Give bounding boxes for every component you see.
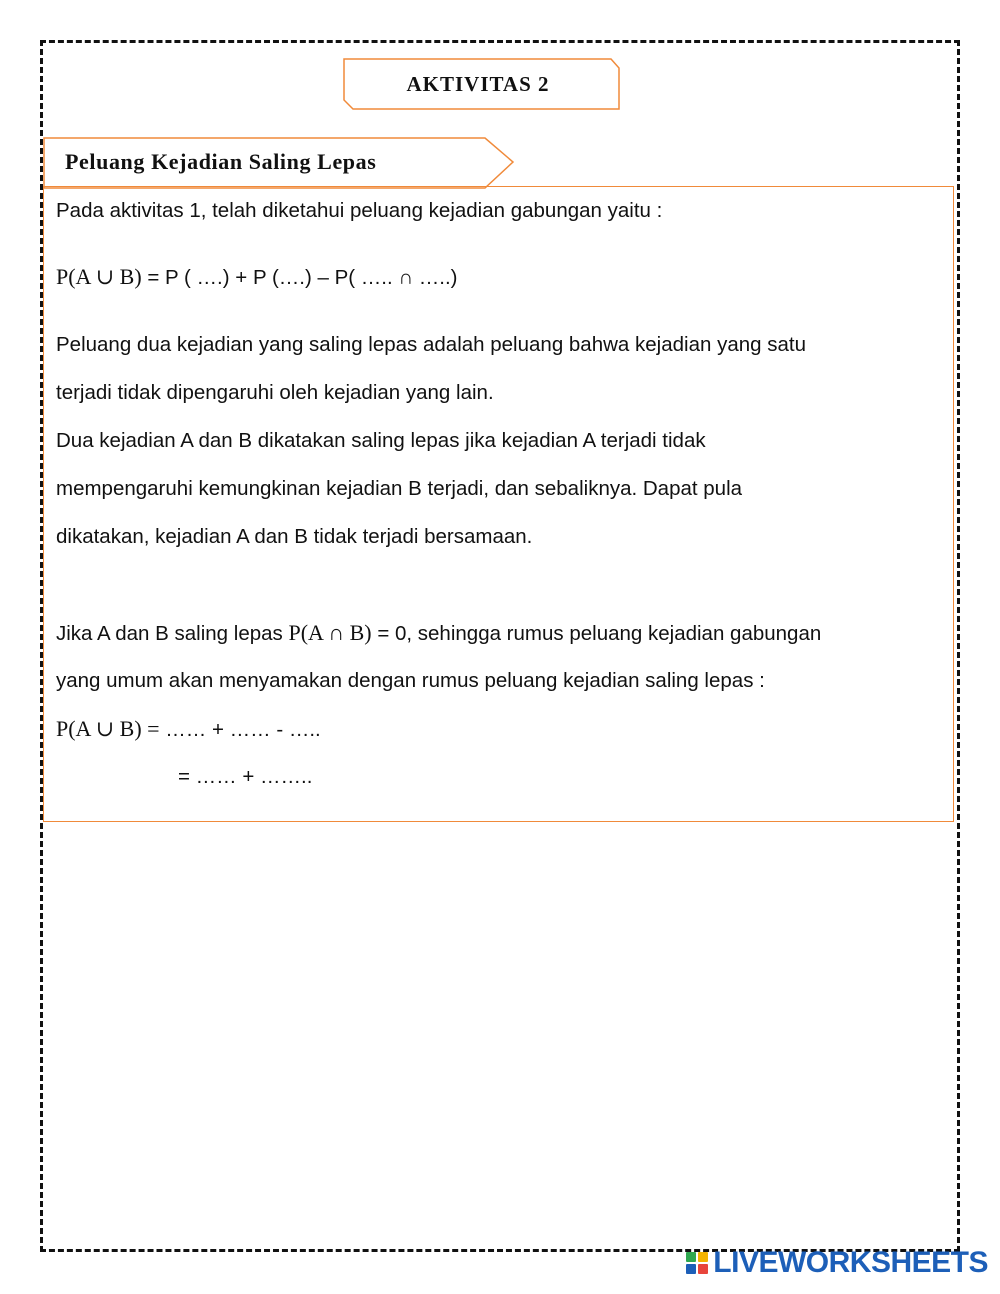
paragraph-2-line-3: dikatakan, kejadian A dan B tidak terjadi bersamaan.: [56, 525, 533, 548]
activity-title: AKTIVITAS 2: [406, 71, 550, 96]
paragraph-2-line-1: Dua kejadian A dan B dikatakan saling lepas jika kejadian A terjadi tidak: [56, 429, 706, 452]
watermark-text: LIVEWORKSHEETS: [713, 1246, 988, 1279]
paragraph-3-suffix: = 0, sehingga rumus peluang kejadian gabungan: [371, 622, 822, 645]
intro-text: Pada aktivitas 1, telah diketahui peluang kejadian gabungan yaitu :: [56, 199, 663, 222]
paragraph-2-line-2: mempengaruhi kemungkinan kejadian B terjadi, dan sebaliknya. Dapat pula: [56, 477, 743, 500]
paragraph-3-prefix: Jika A dan B saling lepas: [56, 622, 289, 645]
formula-union-general-rhs: = P ( ….) + P (….) – P( ….. ∩ …..): [141, 266, 458, 289]
formula-union-general-lhs: P(A ∪ B): [56, 264, 142, 289]
section-tab: [43, 137, 517, 189]
formula-union-mutually-exclusive: [56, 716, 321, 743]
liveworksheets-logo-icon: [686, 1252, 708, 1274]
formula-union-me-rhs: …… + …… - …..: [159, 718, 321, 741]
formula-union-me-lhs: P(A ∪ B) =: [56, 716, 160, 741]
paragraph-1-line-1: Peluang dua kejadian yang saling lepas adalah peluang bahwa kejadian yang satu: [56, 333, 806, 356]
paragraph-1-line-2: terjadi tidak dipengaruhi oleh kejadian yang lain.: [56, 381, 494, 404]
liveworksheets-watermark: [686, 1246, 988, 1280]
formula-intersection: P(A ∩ B): [288, 620, 372, 645]
paragraph-3-line-2: yang umum akan menyamakan dengan rumus peluang kejadian saling lepas :: [56, 669, 765, 692]
section-title: Peluang Kejadian Saling Lepas: [65, 149, 377, 174]
formula-union-me-result: = …… + ……..: [178, 765, 313, 788]
activity-title-box: [343, 58, 621, 110]
paragraph-3-line-1: [56, 620, 821, 647]
formula-union-general: [56, 264, 458, 291]
